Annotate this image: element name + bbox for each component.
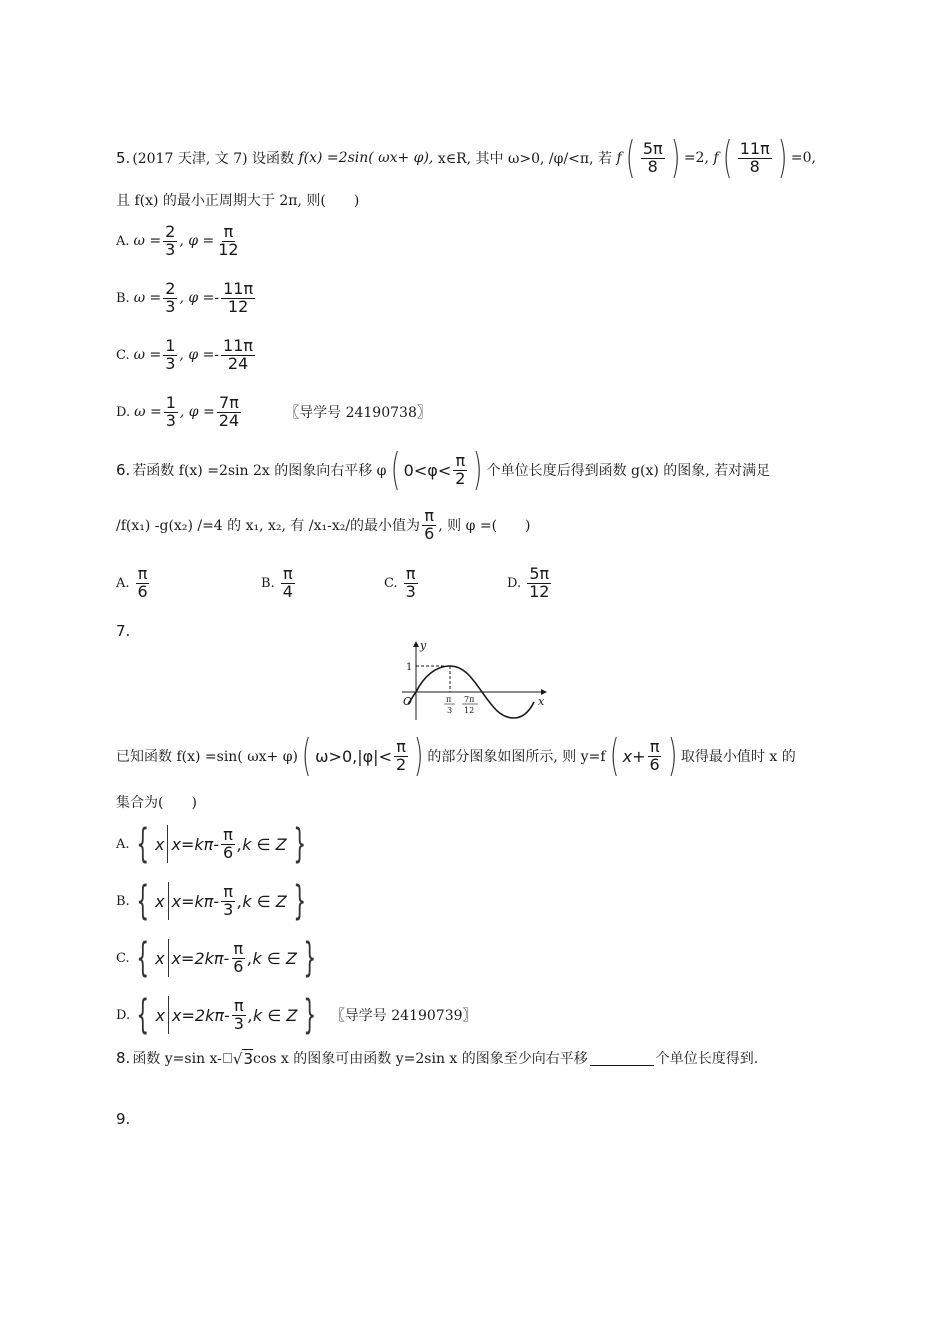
q5-f2-value: =0,: [790, 150, 816, 166]
frac: [136, 566, 150, 601]
paren-close: ): [414, 730, 424, 781]
frac: [453, 450, 467, 488]
paren-open: (: [722, 132, 732, 183]
brace-close: }: [292, 821, 306, 867]
option-label: B.: [116, 290, 130, 306]
paren-open: (: [625, 132, 635, 183]
phi: , φ =-: [179, 290, 220, 307]
q7-line2: 集合为( ): [116, 795, 197, 811]
frac: [216, 224, 240, 259]
num: 11π: [739, 138, 770, 158]
omega: ω =: [134, 404, 162, 421]
set-bar: [168, 996, 169, 1034]
brace-close: }: [303, 992, 317, 1038]
q5-f1-frac: [641, 138, 665, 176]
den: 2: [455, 468, 466, 488]
num: π: [649, 736, 660, 756]
paren-open: (: [609, 730, 619, 781]
q5-domain: x∈R, 其中 ω>0, /φ/<π, 若: [437, 151, 613, 167]
q7-argument: x+: [622, 746, 646, 766]
q6-text-a: 若函数 f(x) =2sin 2x 的图象向右平移 φ: [132, 463, 387, 479]
guide-number: 〖导学号 24190738〗: [285, 405, 431, 422]
x-axis-label: x: [538, 695, 545, 708]
set-var: x: [155, 948, 165, 968]
omega: ω =: [133, 290, 162, 307]
q6-condition: 0<φ<: [403, 460, 452, 480]
brace-open: {: [135, 821, 149, 867]
q8-number: 8.: [116, 1049, 131, 1067]
num: 2: [165, 279, 176, 298]
q6-option-b: [261, 566, 384, 601]
frac: [231, 938, 245, 976]
den: 3: [233, 1013, 244, 1033]
sqrt-expression: √ 3: [232, 1049, 254, 1068]
q6-line2: [116, 508, 531, 543]
q6-options: [116, 566, 553, 601]
den: 3: [165, 296, 176, 316]
paren-open: (: [301, 730, 312, 781]
option-label: A.: [116, 575, 130, 591]
den: 8: [749, 156, 760, 176]
num: 5π: [642, 138, 663, 158]
q8-text-c: 个单位长度得到.: [655, 1051, 759, 1067]
brace-open: {: [135, 935, 149, 981]
q5-line2: 且 f(x) 的最小正周期大于 2π, 则( ): [116, 193, 360, 209]
paren-close: ): [670, 132, 680, 183]
y-tick-1: 1: [406, 662, 413, 673]
den: 6: [233, 956, 244, 976]
q7-condition: ω>0,|φ|<: [315, 746, 392, 766]
brace-open: {: [136, 878, 149, 924]
num: π: [223, 881, 234, 901]
frac: [527, 566, 551, 601]
num: π: [223, 222, 234, 241]
option-label: D.: [116, 404, 131, 420]
answer-blank[interactable]: [590, 1051, 654, 1066]
option-label: C.: [116, 950, 130, 966]
frac: [163, 281, 177, 316]
x-tick-2-den: 12: [464, 706, 475, 715]
num: π: [137, 564, 148, 583]
den: 6: [649, 754, 660, 774]
set-var: x: [155, 1005, 166, 1025]
num: 1: [165, 393, 176, 412]
phi: , φ =: [179, 404, 215, 421]
frac: [164, 395, 178, 430]
q5-lead: (2017 天津, 文 7) 设函数: [132, 151, 295, 167]
set-bar: [167, 825, 168, 863]
option-label: A.: [116, 233, 130, 249]
q8-line: [116, 1048, 758, 1068]
den: 6: [137, 581, 148, 601]
option-label: B.: [261, 575, 275, 591]
den: 6: [424, 523, 435, 543]
den: 3: [405, 581, 416, 601]
q7-option-a: [116, 821, 312, 867]
omega: ω =: [133, 347, 162, 364]
guide-number: 〖导学号 24190739〗: [330, 1008, 477, 1024]
q9-number: 9.: [116, 1110, 131, 1128]
q7-option-c: [116, 935, 322, 981]
option-label: A.: [116, 836, 130, 852]
set-var: x: [155, 891, 165, 911]
den: 3: [223, 899, 234, 919]
q6-line1: [116, 444, 771, 495]
q6-option-c: [384, 566, 507, 601]
q6-option-d: [507, 566, 553, 601]
set-expr: x=kπ-: [171, 891, 220, 911]
q5-option-d: [116, 395, 431, 430]
q5-line1: [116, 132, 816, 183]
origin-label: O: [403, 695, 413, 708]
den: 24: [227, 353, 249, 373]
num: π: [233, 938, 244, 958]
frac: [422, 508, 436, 543]
paren-open: (: [390, 444, 400, 495]
q7-line1: [116, 730, 796, 781]
frac: [648, 736, 662, 774]
set-expr: x=kπ-: [171, 834, 219, 854]
q7-option-b: [116, 878, 312, 924]
x-tick-1-den: 3: [447, 706, 453, 715]
q5-f2-frac: [738, 138, 772, 176]
q5-number: 5.: [116, 149, 131, 167]
den: 8: [647, 156, 658, 176]
num: 1: [165, 336, 176, 355]
q6-text-c: /f(x₁) -g(x₂) /=4 的 x₁, x₂, 有 /x₁-x₂/的最小值为: [116, 518, 421, 535]
den: 3: [165, 353, 176, 373]
q7-text-b: 的部分图象如图所示, 则 y=f: [427, 749, 606, 765]
num: π: [405, 564, 416, 583]
frac: [404, 566, 418, 601]
frac: [221, 281, 255, 316]
set-tail: ,k ∈ Z: [237, 834, 287, 854]
num: 5π: [529, 564, 550, 583]
paren-close: ): [473, 444, 483, 495]
q5-option-a: [116, 224, 243, 259]
paren-close: ): [777, 132, 788, 183]
q7-sine-graph: [398, 638, 550, 724]
num: π: [455, 450, 466, 470]
q7-option-d: [116, 992, 477, 1038]
set-tail: ,k ∈ Z: [237, 891, 287, 911]
missing-glyph-icon: [223, 1053, 232, 1063]
set-bar: [168, 882, 169, 920]
num: 11π: [223, 279, 254, 298]
q5-f2: f: [713, 150, 719, 166]
paren-close: ): [667, 730, 678, 781]
brace-close: }: [303, 935, 316, 981]
num: 7π: [219, 393, 239, 412]
num: 11π: [223, 336, 254, 355]
frac: [163, 224, 177, 259]
option-label: C.: [384, 575, 398, 591]
q6-text-b: 个单位长度后得到函数 g(x) 的图象, 若对满足: [486, 463, 771, 479]
den: 3: [165, 239, 176, 259]
den: 2: [395, 754, 407, 774]
frac: [281, 566, 295, 601]
q9-line: [116, 1110, 132, 1128]
option-label: D.: [116, 1007, 131, 1023]
num: π: [223, 824, 233, 844]
set-tail: ,k ∈ Z: [247, 1005, 298, 1025]
num: π: [234, 995, 244, 1015]
omega: ω =: [133, 233, 162, 250]
option-label: C.: [116, 347, 130, 363]
frac: [221, 881, 235, 919]
x-tick-2-num: 7π: [464, 695, 475, 704]
q5-option-b: [116, 281, 257, 316]
set-expr: x=2kπ-: [171, 948, 230, 968]
den: 12: [227, 296, 249, 316]
option-label: D.: [507, 575, 522, 591]
q8-text-b: cos x 的图象可由函数 y=2sin x 的图象至少向右平移: [253, 1051, 588, 1067]
num: π: [424, 506, 434, 525]
den: 24: [218, 410, 240, 430]
num: π: [282, 564, 293, 583]
q7-text-c: 取得最小值时 x 的: [680, 749, 796, 765]
y-axis-label: y: [420, 639, 427, 652]
den: 4: [282, 581, 293, 601]
q8-text-a: 函数 y=sin x-: [132, 1051, 222, 1067]
set-var: x: [154, 834, 165, 854]
frac: [221, 824, 235, 862]
num: π: [396, 736, 406, 756]
set-expr: x=2kπ-: [172, 1005, 230, 1025]
frac: [163, 338, 177, 373]
den: 12: [218, 239, 239, 259]
q5-f1-value: =2,: [683, 150, 709, 166]
frac: [394, 736, 408, 774]
den: 12: [529, 581, 550, 601]
q7-number: 7.: [116, 622, 131, 640]
frac: [221, 338, 255, 373]
phi: , φ =: [179, 233, 215, 250]
q5-f1: f: [616, 150, 622, 166]
q7-text-a: 已知函数 f(x) =sin( ωx+ φ): [116, 749, 298, 765]
set-tail: ,k ∈ Z: [247, 948, 297, 968]
q5-option-c: [116, 338, 257, 373]
q7-number-line: [116, 622, 132, 640]
q6-number: 6.: [116, 461, 131, 479]
x-tick-1-num: π: [446, 695, 452, 704]
phi: , φ =-: [179, 347, 220, 364]
q6-text-d: , 则 φ =( ): [438, 518, 531, 535]
den: 6: [223, 842, 234, 862]
radicand: 3: [243, 1049, 254, 1068]
brace-open: {: [136, 992, 150, 1038]
q5-func: f(x) =2sin( ωx+ φ),: [298, 150, 434, 166]
q6-option-a: [116, 566, 261, 601]
set-bar: [168, 939, 169, 977]
option-label: B.: [116, 893, 130, 909]
den: 3: [165, 410, 176, 430]
brace-close: }: [293, 878, 306, 924]
frac: [232, 995, 246, 1033]
frac: [217, 395, 241, 430]
num: 2: [165, 222, 176, 241]
